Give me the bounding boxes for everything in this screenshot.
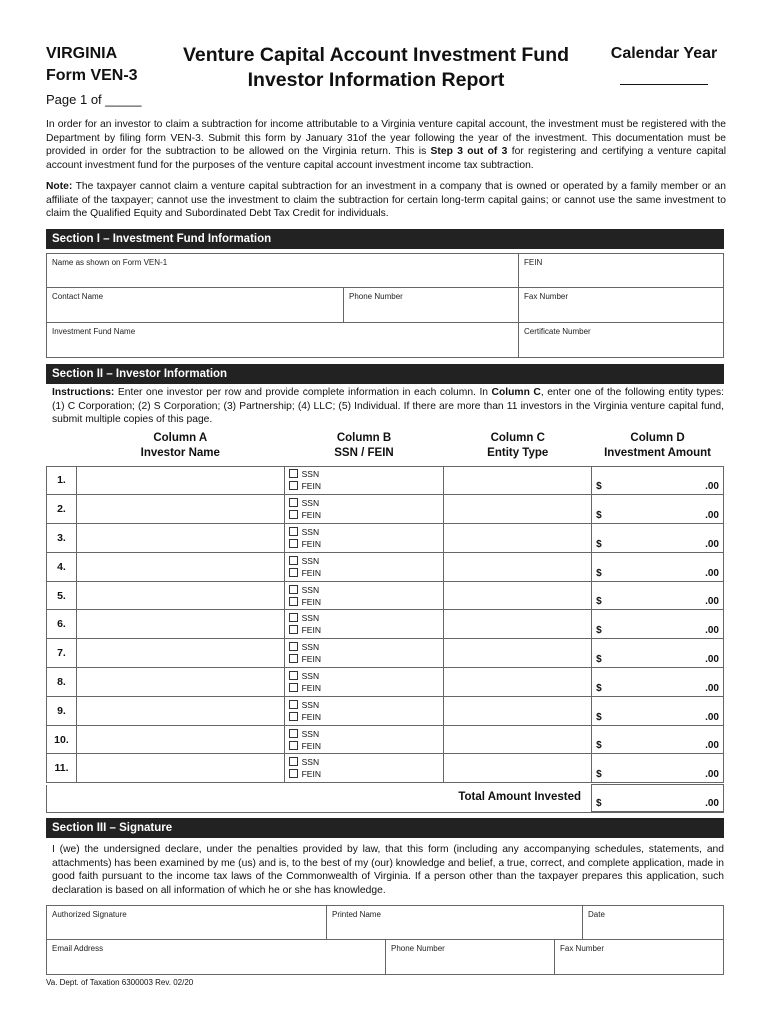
fein-option-label: FEIN <box>301 510 321 521</box>
investment-amount-field[interactable] <box>592 668 724 697</box>
form-title <box>160 43 592 93</box>
investor-table <box>46 429 724 783</box>
investor-row <box>47 639 724 668</box>
dollar-sign: $ <box>596 711 602 723</box>
fein-checkbox[interactable] <box>289 597 298 606</box>
investor-name-field[interactable] <box>76 552 284 581</box>
fein-option[interactable] <box>289 624 444 636</box>
row-number: 8. <box>47 668 77 697</box>
section-2-instructions <box>52 386 724 427</box>
signer-fax-label: Fax Number <box>560 944 605 953</box>
ssn-option-label: SSN <box>301 757 320 768</box>
fein-option[interactable] <box>289 682 444 694</box>
ssn-fein-field <box>284 552 444 581</box>
calendar-year-label: Calendar Year <box>610 45 718 62</box>
dollar-sign: $ <box>596 596 602 608</box>
authorized-signature-field[interactable] <box>46 905 327 940</box>
signer-phone-label: Phone Number <box>391 944 445 953</box>
ssn-checkbox[interactable] <box>289 757 298 766</box>
fein-option-label: FEIN <box>301 567 321 578</box>
calendar-year-field[interactable] <box>620 71 708 85</box>
fein-checkbox[interactable] <box>289 712 298 721</box>
fein-checkbox[interactable] <box>289 510 298 519</box>
row-number: 6. <box>47 610 77 639</box>
column-c-title: Column C <box>490 432 545 444</box>
fein-option-label: FEIN <box>301 538 321 549</box>
cents: .00 <box>705 510 719 522</box>
ssn-fein-field <box>284 581 444 610</box>
form-identifier <box>46 43 138 87</box>
ssn-option-label: SSN <box>301 469 320 480</box>
dollar-sign: $ <box>596 682 602 694</box>
entity-type-field[interactable] <box>444 696 592 725</box>
ssn-option[interactable] <box>289 526 444 538</box>
fein-option-label: FEIN <box>301 740 321 751</box>
investor-name-field[interactable] <box>76 754 284 783</box>
ssn-checkbox[interactable] <box>289 556 298 565</box>
entity-type-field[interactable] <box>444 495 592 524</box>
investor-row <box>47 581 724 610</box>
intro-text-a: In order for an investor to claim a subtraction for income attributable to a Virginia venture capital account, the investment must be registered with the Department by filing form VEN-3. Submit this form by January 31of the year following the year of the investment. This documentation must be provided in order for the subtraction to be allowed on the Virginia return. This is <box>46 119 726 158</box>
ssn-option-label: SSN <box>301 498 320 509</box>
investor-row <box>47 668 724 697</box>
fein-checkbox[interactable] <box>289 481 298 490</box>
ssn-option-label: SSN <box>301 642 320 653</box>
row-number-header <box>47 429 77 466</box>
investment-amount-field[interactable] <box>592 552 724 581</box>
intro-step: Step 3 out of 3 <box>430 146 508 158</box>
fund-name-field[interactable] <box>46 322 519 358</box>
ssn-option[interactable] <box>289 468 444 480</box>
cents: .00 <box>705 625 719 637</box>
ssn-fein-field <box>284 668 444 697</box>
investor-name-field[interactable] <box>76 725 284 754</box>
intro-paragraph <box>46 118 726 172</box>
fein-option-label: FEIN <box>301 711 321 722</box>
contact-name-label: Contact Name <box>52 292 104 301</box>
fein-option-label: FEIN <box>301 682 321 693</box>
intro-text-b: for registering and certifying a venture capital account investment fund for the purposes of the venture capital account investment income tax subtraction. <box>46 146 726 171</box>
column-d-header <box>592 429 724 466</box>
ssn-option-label: SSN <box>301 728 320 739</box>
entity-type-field[interactable] <box>444 610 592 639</box>
fein-checkbox[interactable] <box>289 625 298 634</box>
entity-type-field[interactable] <box>444 524 592 553</box>
printed-name-label: Printed Name <box>332 910 381 919</box>
ssn-checkbox[interactable] <box>289 585 298 594</box>
row-number: 1. <box>47 466 77 495</box>
date-field[interactable] <box>582 905 724 940</box>
fund-name-ven1-label: Name as shown on Form VEN-1 <box>52 258 168 267</box>
authorized-signature-label: Authorized Signature <box>52 910 127 919</box>
entity-type-field[interactable] <box>444 754 592 783</box>
form-title-line2: Investor Information Report <box>247 69 505 91</box>
column-c-header <box>444 429 592 466</box>
total-dollar-sign: $ <box>596 798 602 809</box>
investor-name-field[interactable] <box>76 466 284 495</box>
ssn-option-label: SSN <box>301 555 320 566</box>
investor-row <box>47 610 724 639</box>
cents: .00 <box>705 769 719 781</box>
instructions-text-a: Enter one investor per row and provide complete information in each column. In <box>114 387 492 398</box>
ssn-fein-field <box>284 725 444 754</box>
investor-row <box>47 524 724 553</box>
ssn-option[interactable] <box>289 641 444 653</box>
investor-row <box>47 725 724 754</box>
dollar-sign: $ <box>596 567 602 579</box>
total-row <box>46 785 724 813</box>
dollar-sign: $ <box>596 625 602 637</box>
investor-row <box>47 495 724 524</box>
ssn-fein-field <box>284 466 444 495</box>
ssn-fein-field <box>284 495 444 524</box>
printed-name-field[interactable] <box>326 905 583 940</box>
dollar-sign: $ <box>596 740 602 752</box>
ssn-option[interactable] <box>289 555 444 567</box>
ssn-fein-field <box>284 696 444 725</box>
column-a-title: Column A <box>153 432 208 444</box>
ssn-fein-field <box>284 610 444 639</box>
column-c-subtitle: Entity Type <box>487 447 549 459</box>
email-label: Email Address <box>52 944 104 953</box>
entity-type-field[interactable] <box>444 668 592 697</box>
fund-phone-label: Phone Number <box>349 292 403 301</box>
cents: .00 <box>705 682 719 694</box>
entity-type-field[interactable] <box>444 725 592 754</box>
column-b-header <box>284 429 444 466</box>
section-3-header: Section III – Signature <box>46 818 724 838</box>
fein-option[interactable] <box>289 740 444 752</box>
ssn-option-label: SSN <box>301 699 320 710</box>
investment-amount-field[interactable] <box>592 725 724 754</box>
ssn-option[interactable] <box>289 699 444 711</box>
investor-rows <box>47 466 724 783</box>
ssn-checkbox[interactable] <box>289 671 298 680</box>
total-amount-label: Total Amount Invested <box>458 791 581 803</box>
investor-row <box>47 552 724 581</box>
row-number: 2. <box>47 495 77 524</box>
note-paragraph <box>46 180 726 221</box>
instructions-column-c: Column C <box>491 387 541 398</box>
ssn-fein-field <box>284 639 444 668</box>
fund-fax-label: Fax Number <box>524 292 569 301</box>
certificate-number-label: Certificate Number <box>524 327 591 336</box>
fein-checkbox[interactable] <box>289 539 298 548</box>
fein-option[interactable] <box>289 653 444 665</box>
investor-row <box>47 466 724 495</box>
cents: .00 <box>705 481 719 493</box>
investment-amount-field[interactable] <box>592 466 724 495</box>
investor-name-field[interactable] <box>76 581 284 610</box>
ssn-checkbox[interactable] <box>289 527 298 536</box>
cents: .00 <box>705 711 719 723</box>
instructions-label: Instructions: <box>52 387 115 398</box>
fund-name-ven1-field[interactable] <box>46 253 519 288</box>
dollar-sign: $ <box>596 510 602 522</box>
row-number: 3. <box>47 524 77 553</box>
ssn-checkbox[interactable] <box>289 613 298 622</box>
investment-amount-field[interactable] <box>592 581 724 610</box>
cents: .00 <box>705 538 719 550</box>
signer-phone-field[interactable] <box>385 939 555 975</box>
fein-checkbox[interactable] <box>289 654 298 663</box>
fein-option[interactable] <box>289 596 444 608</box>
investor-name-field[interactable] <box>76 495 284 524</box>
ssn-checkbox[interactable] <box>289 498 298 507</box>
ssn-checkbox[interactable] <box>289 642 298 651</box>
total-cents: .00 <box>705 798 719 809</box>
investor-name-field[interactable] <box>76 639 284 668</box>
fein-option-label: FEIN <box>301 481 321 492</box>
ssn-fein-field <box>284 524 444 553</box>
fund-fax-field[interactable] <box>518 287 724 323</box>
declaration-text: I (we) the undersigned declare, under the penalties provided by law, that this form (including any accompanying schedules, statements, and attachments) has been examined by me (us) and is, to the best of my (our) knowledge and belief, a true, correct, and complete application, made in good faith pursuant to the income tax laws of the Commonwealth of Virginia. If a person other than the taxpayer prepares this application, such declaration is based on all information of which he or she has knowledge. <box>52 844 724 896</box>
ssn-option[interactable] <box>289 497 444 509</box>
fein-checkbox[interactable] <box>289 568 298 577</box>
investment-amount-field[interactable] <box>592 754 724 783</box>
column-b-subtitle: SSN / FEIN <box>334 447 394 459</box>
fein-option[interactable] <box>289 509 444 521</box>
row-number: 11. <box>47 754 77 783</box>
form-number: Form VEN-3 <box>46 67 138 84</box>
entity-type-field[interactable] <box>444 552 592 581</box>
fein-option-label: FEIN <box>301 654 321 665</box>
fein-option[interactable] <box>289 768 444 780</box>
fein-option-label: FEIN <box>301 769 321 780</box>
fein-option[interactable] <box>289 480 444 492</box>
fein-option[interactable] <box>289 538 444 550</box>
dollar-sign: $ <box>596 481 602 493</box>
fund-fein-label: FEIN <box>524 258 543 267</box>
contact-name-field[interactable] <box>46 287 344 323</box>
note-text: The taxpayer cannot claim a venture capital subtraction for an investment in a company that is owned or operated by a family member or an affiliate of the taxpayer; cannot use the investment to claim the subtraction for certain long-term capital gains; or cannot use the same investment to claim the Qualified Equity and Subordinated Debt Tax Credit for individuals. <box>46 181 726 220</box>
entity-type-field[interactable] <box>444 639 592 668</box>
row-number: 5. <box>47 581 77 610</box>
investor-name-field[interactable] <box>76 610 284 639</box>
fein-checkbox[interactable] <box>289 769 298 778</box>
investor-name-field[interactable] <box>76 696 284 725</box>
total-amount-field[interactable] <box>591 784 724 812</box>
dollar-sign: $ <box>596 654 602 666</box>
row-number: 10. <box>47 725 77 754</box>
fein-option[interactable] <box>289 711 444 723</box>
ssn-option[interactable] <box>289 584 444 596</box>
investment-amount-field[interactable] <box>592 524 724 553</box>
calendar-year <box>600 43 728 85</box>
entity-type-field[interactable] <box>444 581 592 610</box>
page-number: Page 1 of _____ <box>46 92 142 107</box>
investor-name-field[interactable] <box>76 668 284 697</box>
ssn-fein-field <box>284 754 444 783</box>
ssn-option[interactable] <box>289 728 444 740</box>
row-number: 4. <box>47 552 77 581</box>
email-field[interactable] <box>46 939 386 975</box>
ssn-option[interactable] <box>289 670 444 682</box>
column-b-title: Column B <box>336 432 392 444</box>
cents: .00 <box>705 740 719 752</box>
form-title-line1: Venture Capital Account Investment Fund <box>182 44 570 66</box>
investment-amount-field[interactable] <box>592 696 724 725</box>
investor-row <box>47 754 724 783</box>
cents: .00 <box>705 654 719 666</box>
fein-checkbox[interactable] <box>289 741 298 750</box>
ssn-checkbox[interactable] <box>289 729 298 738</box>
ssn-option-label: SSN <box>301 526 320 537</box>
ssn-checkbox[interactable] <box>289 700 298 709</box>
ssn-option[interactable] <box>289 756 444 768</box>
cents: .00 <box>705 596 719 608</box>
state-label: VIRGINIA <box>46 45 118 62</box>
certificate-number-field[interactable] <box>518 322 724 358</box>
cents: .00 <box>705 567 719 579</box>
column-a-subtitle: Investor Name <box>140 447 220 459</box>
ssn-option-label: SSN <box>301 613 320 624</box>
date-label: Date <box>588 910 605 919</box>
form-footer: Va. Dept. of Taxation 6300003 Rev. 02/20 <box>46 978 194 987</box>
investment-amount-field[interactable] <box>592 610 724 639</box>
row-number: 7. <box>47 639 77 668</box>
column-a-header <box>76 429 284 466</box>
fund-phone-field[interactable] <box>343 287 519 323</box>
ssn-option[interactable] <box>289 612 444 624</box>
column-d-subtitle: Investment Amount <box>604 447 712 459</box>
fund-name-label: Investment Fund Name <box>52 327 136 336</box>
fein-option-label: FEIN <box>301 625 321 636</box>
ssn-option-label: SSN <box>301 584 320 595</box>
fein-option-label: FEIN <box>301 596 321 607</box>
dollar-sign: $ <box>596 538 602 550</box>
fund-fein-field[interactable] <box>518 253 724 288</box>
investor-name-field[interactable] <box>76 524 284 553</box>
ssn-option-label: SSN <box>301 670 320 681</box>
section-2-header: Section II – Investor Information <box>46 364 724 384</box>
investment-amount-field[interactable] <box>592 495 724 524</box>
investment-amount-field[interactable] <box>592 639 724 668</box>
section-1-header: Section I – Investment Fund Information <box>46 229 724 249</box>
note-label: Note: <box>46 181 73 192</box>
fein-checkbox[interactable] <box>289 683 298 692</box>
instructions-text-b: , enter one of the following entity types: (1) C Corporation; (2) S Corporation; (3) Partnership; (4) LLC; (5) Individual. If there are more than 11 investors in the Virginia venture capital fund, submit multiple copies of this page. <box>52 387 724 426</box>
entity-type-field[interactable] <box>444 466 592 495</box>
investor-row <box>47 696 724 725</box>
ssn-checkbox[interactable] <box>289 469 298 478</box>
row-number: 9. <box>47 696 77 725</box>
dollar-sign: $ <box>596 769 602 781</box>
fein-option[interactable] <box>289 567 444 579</box>
signer-fax-field[interactable] <box>554 939 724 975</box>
column-d-title: Column D <box>630 432 685 444</box>
